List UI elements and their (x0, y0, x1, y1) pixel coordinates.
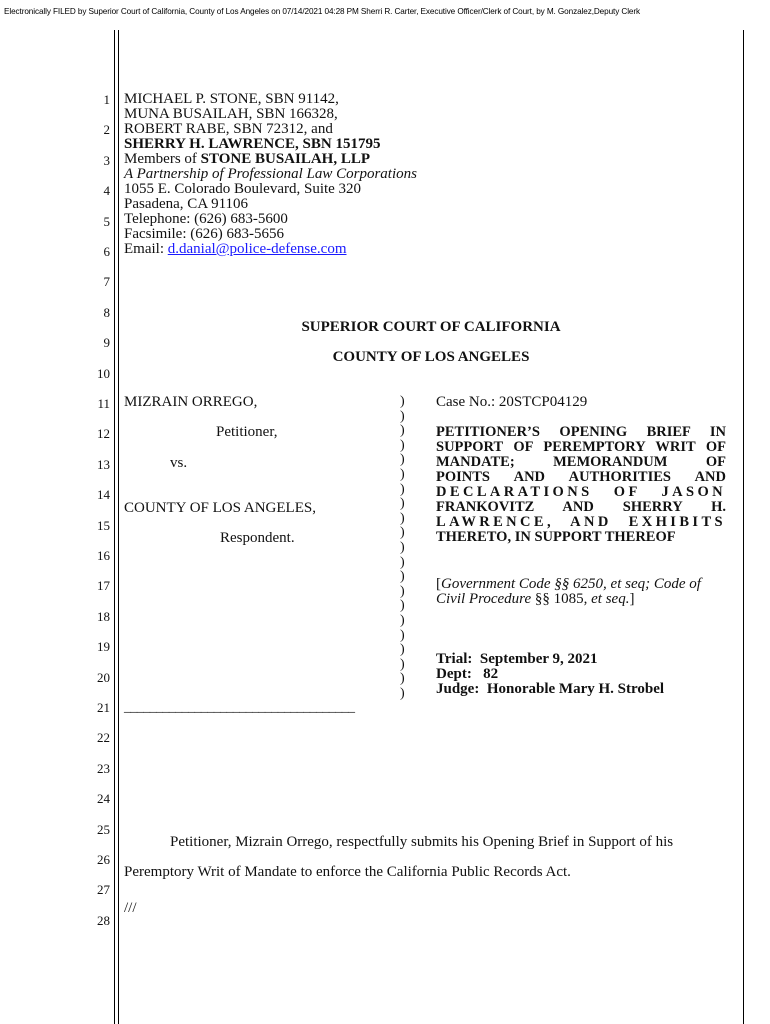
partnership-line: A Partnership of Professional Law Corporations (124, 166, 417, 182)
continuation-mark: /// (124, 900, 137, 916)
title-line: FRANKOVITZ AND SHERRY H. (436, 499, 726, 515)
body-paragraph-line: Peremptory Writ of Mandate to enforce the California Public Records Act. (124, 864, 571, 880)
address-line: 1055 E. Colorado Boulevard, Suite 320 (124, 181, 362, 197)
line-number: 23 (97, 760, 110, 776)
statute-bracket: ] (629, 591, 635, 607)
hearing-info (436, 652, 664, 697)
department: Dept: 82 (436, 666, 499, 682)
firm-name: STONE BUSAILAH, LLP (200, 151, 371, 167)
title-line: DECLARATIONS OF JASON (436, 484, 726, 500)
line-number: 21 (97, 700, 110, 715)
trial-date: Trial: September 9, 2021 (436, 651, 598, 667)
line-number: 18 (97, 608, 110, 624)
title-line: LAWRENCE, AND EXHIBITS (436, 514, 726, 530)
counsel-block (124, 92, 417, 257)
statute-text: et seq. (591, 591, 630, 607)
line-number: 3 (103, 152, 110, 168)
statute-citation (436, 577, 701, 607)
court-county: COUNTY OF LOS ANGELES (332, 349, 530, 365)
line-number: 19 (97, 639, 110, 655)
title-line: SUPPORT OF PEREMPTORY WRIT OF (436, 439, 726, 455)
line-number: 16 (97, 548, 110, 563)
line-number: 13 (97, 456, 110, 472)
line-number: 26 (97, 852, 110, 867)
case-number: Case No.: 20STCP04129 (436, 394, 588, 410)
facsimile-line: Facsimile: (626) 683-5656 (124, 226, 284, 242)
statute-text: Civil Procedure (436, 591, 532, 607)
counsel-line: SHERRY H. LAWRENCE, SBN 151795 (124, 136, 381, 152)
filing-stamp: Electronically FILED by Superior Court of California, County of Los Angeles on 07/14/2021 04:28 PM Sherri R. Carter, Executive Officer/Clerk of Court, by M. Gonzalez,Deputy Clerk (4, 7, 640, 16)
left-margin-rule-outer (114, 30, 115, 1024)
line-number: 24 (97, 791, 110, 807)
statute-line (436, 592, 701, 607)
line-number: 20 (97, 669, 110, 685)
line-number: 27 (97, 882, 110, 898)
line-number: 8 (103, 304, 110, 320)
court-name: SUPERIOR COURT OF CALIFORNIA (301, 319, 561, 335)
line-number: 22 (97, 730, 110, 746)
title-line: THERETO, IN SUPPORT THEREOF (436, 529, 676, 545)
address-line: Pasadena, CA 91106 (124, 196, 249, 212)
telephone-line: Telephone: (626) 683-5600 (124, 211, 288, 227)
line-number: 17 (97, 578, 110, 594)
line-number: 2 (103, 122, 110, 138)
petitioner-role: Petitioner, (216, 424, 278, 440)
respondent-name: COUNTY OF LOS ANGELES, (124, 500, 316, 516)
email-line (124, 242, 417, 257)
title-line: POINTS AND AUTHORITIES AND (436, 469, 726, 485)
line-number: 28 (97, 912, 110, 928)
firm-line (124, 152, 417, 167)
line-number: 4 (103, 183, 110, 199)
petitioner-name: MIZRAIN ORREGO, (124, 394, 258, 410)
line-number: 9 (103, 335, 110, 351)
statute-text: §§ 1085, (531, 591, 592, 607)
email-link[interactable]: d.danial@police-defense.com (167, 241, 347, 257)
body-paragraph-line: Petitioner, Mizrain Orrego, respectfully submits his Opening Brief in Support of his (170, 834, 674, 850)
line-number: 14 (97, 487, 110, 503)
line-number: 7 (103, 274, 110, 290)
line-number: 6 (103, 244, 110, 259)
statute-line (436, 577, 701, 592)
line-number: 10 (97, 365, 110, 381)
left-margin-rule-inner (118, 30, 119, 1024)
counsel-line: MUNA BUSAILAH, SBN 166328, (124, 106, 338, 122)
title-line: MANDATE; MEMORANDUM OF (436, 454, 726, 470)
caption-signature-rule: ____________________________________ (124, 700, 355, 715)
right-margin-rule (743, 30, 744, 1024)
respondent-role: Respondent. (220, 530, 295, 546)
statute-text: Government Code §§ 6250, et seq; Code of (441, 576, 701, 592)
line-number: 15 (97, 517, 110, 533)
email-label: Email: (124, 241, 168, 257)
line-number: 5 (103, 213, 110, 229)
line-number: 11 (97, 396, 110, 411)
title-line: PETITIONER’S OPENING BRIEF IN (436, 424, 726, 440)
members-prefix: Members of (124, 151, 201, 167)
statute-bracket: [ (436, 576, 441, 592)
counsel-line: ROBERT RABE, SBN 72312, and (124, 121, 333, 137)
caption-parentheses: ) ) ) ) ) ) ) ) ) ) ) ) ) ) ) ) ) ) ) ) ) (400, 394, 405, 701)
judge: Judge: Honorable Mary H. Strobel (436, 681, 665, 697)
line-number: 25 (97, 821, 110, 837)
versus: vs. (170, 455, 188, 471)
document-title (436, 425, 726, 545)
line-number: 12 (97, 426, 110, 442)
counsel-line: MICHAEL P. STONE, SBN 91142, (124, 91, 339, 107)
line-number: 1 (103, 92, 110, 107)
